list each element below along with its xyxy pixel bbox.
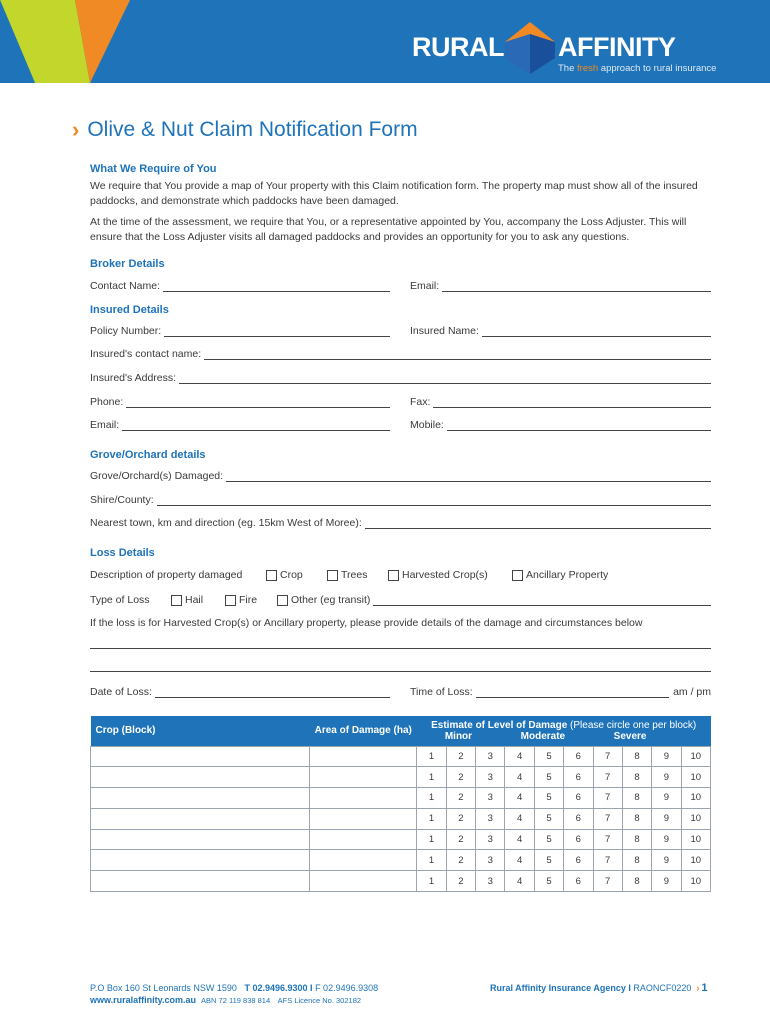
damage-scale-option[interactable]: 2 [446,871,475,892]
logo-mark-icon [505,22,555,74]
requirements-paragraph-2: At the time of the assessment, we require that You, or a representative appointed by You, accompany the Loss Adjuster. This will ensure that the Loss Adjuster visits all damaged paddocks and provides an opportunity for you to ask any questions. [90,216,687,243]
crop-block-cell[interactable] [91,850,310,871]
damage-scale-option[interactable]: 7 [593,850,622,871]
field-label: Date of Loss: [90,686,152,698]
crop-block-cell[interactable] [91,746,310,767]
damage-scale-option[interactable]: 1 [417,829,446,850]
logo-word-affinity: AFFINITY [558,32,676,62]
footer-contact [90,982,378,1007]
damage-scale-option[interactable]: 6 [564,746,593,767]
footer-line-2 [90,994,378,1007]
crop-block-cell[interactable] [91,829,310,850]
checkbox-hail[interactable] [171,594,203,606]
damage-scale-option[interactable]: 1 [417,808,446,829]
fill-line[interactable] [164,327,390,337]
fill-line[interactable] [157,496,711,506]
damage-scale-option[interactable]: 1 [417,850,446,871]
insured-address-field[interactable] [90,372,711,384]
date-of-loss-field[interactable] [90,686,390,698]
crop-block-cell[interactable] [91,808,310,829]
damage-scale-option[interactable]: 7 [593,767,622,788]
level-minor: Minor [444,730,473,742]
checkbox-label: Trees [341,569,368,581]
section-heading-grove: Grove/Orchard details [90,449,206,461]
table-row [91,788,711,809]
area-damage-cell[interactable] [309,746,417,767]
col-header-crop: Crop (Block) [91,716,310,746]
footer-separator: I [310,983,313,993]
damage-scale-option[interactable]: 2 [446,829,475,850]
table-row [91,871,711,892]
fill-line[interactable] [179,374,711,384]
fill-line[interactable] [126,398,390,408]
damage-scale-option[interactable]: 3 [476,788,505,809]
damage-scale-option[interactable]: 1 [417,746,446,767]
damage-scale-option[interactable]: 5 [534,788,563,809]
estimate-title-line [421,720,707,731]
damage-scale-option[interactable]: 2 [446,788,475,809]
requirements-paragraph-1: We require that You provide a map of Your property with this Claim notification form. The property map must show all of the insured paddocks, and demonstrate which paddocks have been damaged. [90,180,698,207]
damage-scale-option[interactable]: 3 [476,850,505,871]
damage-scale-option[interactable]: 7 [593,871,622,892]
level-severe: Severe [613,730,647,742]
table-row [91,829,711,850]
damage-scale-option[interactable]: 6 [564,850,593,871]
checkbox-box[interactable] [225,595,236,606]
checkbox-label: Harvested Crop(s) [402,569,488,581]
field-label: Nearest town, km and direction (eg. 15km West of Moree): [90,517,362,529]
grove-damaged-field[interactable] [90,470,711,482]
damage-scale-option[interactable]: 3 [476,829,505,850]
page-number: 1 [701,982,708,994]
damage-scale-option[interactable]: 4 [505,767,534,788]
details-line-2[interactable] [90,671,711,672]
crop-block-cell[interactable] [91,871,310,892]
footer-afs: AFS Licence No. 302182 [277,996,362,1005]
damage-scale-option[interactable]: 5 [534,808,563,829]
damage-scale-option[interactable]: 4 [505,850,534,871]
crop-block-cell[interactable] [91,788,310,809]
damage-scale-option[interactable]: 2 [446,850,475,871]
damage-scale-option[interactable]: 5 [534,767,563,788]
fill-line[interactable] [163,282,390,292]
damage-scale-option[interactable]: 3 [476,767,505,788]
damage-scale-option[interactable]: 7 [593,808,622,829]
area-damage-cell[interactable] [309,871,417,892]
estimate-note: (Please circle one per block) [570,719,697,731]
logo-word-rural: RURAL [412,32,504,62]
damage-scale-option[interactable]: 7 [593,829,622,850]
footer-form-code: RAONCF0220 [633,983,692,993]
checkbox-label: Hail [185,594,204,606]
damage-scale-option[interactable]: 8 [622,829,651,850]
col-header-estimate [417,716,711,746]
damage-scale-option[interactable]: 10 [681,788,710,809]
damage-scale-option[interactable]: 6 [564,788,593,809]
area-damage-cell[interactable] [309,788,417,809]
damage-scale-option[interactable]: 7 [593,746,622,767]
field-label: Phone: [90,396,124,408]
damage-scale-option[interactable]: 1 [417,788,446,809]
damage-scale-option[interactable]: 5 [534,829,563,850]
estimate-title: Estimate of Level of Damage [431,719,568,731]
damage-scale-option[interactable]: 1 [417,767,446,788]
chevron-right-icon: › [696,983,700,993]
checkbox-other[interactable] [277,594,711,606]
damage-scale-option[interactable]: 8 [622,788,651,809]
field-label: Grove/Orchard(s) Damaged: [90,470,224,482]
tagline-part: The [558,63,578,74]
chevron-right-icon: › [72,117,80,142]
tagline-part: approach to rural insurance [598,63,717,74]
table-row [91,850,711,871]
insured-name-field[interactable] [410,325,711,337]
field-label: Insured's Address: [90,372,177,384]
damage-scale-option[interactable]: 9 [652,871,681,892]
damage-scale-option[interactable]: 5 [534,850,563,871]
fill-line[interactable] [155,688,390,698]
checkbox-harvested-crops[interactable] [388,569,488,581]
checkbox-label: Ancillary Property [526,569,609,581]
field-label: Email: [90,419,120,431]
fill-line[interactable] [204,350,711,360]
damage-scale-option[interactable]: 9 [652,850,681,871]
damage-scale-option[interactable]: 2 [446,767,475,788]
table-row [91,808,711,829]
damage-estimate-table [90,716,711,892]
section-heading-loss: Loss Details [90,547,155,559]
damage-scale-option[interactable]: 2 [446,808,475,829]
field-label: Email: [410,280,440,292]
field-label: Fax: [410,396,431,408]
footer-abn: ABN 72 119 838 814 [201,996,271,1005]
checkbox-label: Fire [239,594,258,606]
header-banner [0,0,770,83]
table-row [91,746,711,767]
damage-scale-option[interactable]: 8 [622,850,651,871]
field-label: Shire/County: [90,494,154,506]
broker-contact-field[interactable] [90,280,390,292]
fill-line[interactable] [365,519,711,529]
checkbox-label: Crop [280,569,303,581]
section-heading-broker: Broker Details [90,258,165,270]
field-label: Insured's contact name: [90,348,202,360]
damage-scale-option[interactable]: 9 [652,788,681,809]
footer-line-1 [90,982,378,994]
fill-line[interactable] [442,282,711,292]
damage-scale-option[interactable]: 2 [446,746,475,767]
logo-tagline [558,63,716,74]
damage-scale-option[interactable]: 5 [534,746,563,767]
area-damage-cell[interactable] [309,767,417,788]
damage-scale-option[interactable]: 7 [593,788,622,809]
damage-scale-option[interactable]: 10 [681,850,710,871]
area-damage-cell[interactable] [309,829,417,850]
type-of-loss-row [90,594,711,606]
damage-scale-option[interactable]: 3 [476,746,505,767]
damage-scale-option[interactable]: 4 [505,746,534,767]
fill-line[interactable] [482,327,711,337]
damage-scale-option[interactable]: 10 [681,829,710,850]
damage-scale-option[interactable]: 10 [681,808,710,829]
footer-website-link[interactable]: www.ruralaffinity.com.au [90,995,197,1005]
field-label: Mobile: [410,419,444,431]
col-header-area: Area of Damage (ha) [309,716,417,746]
fill-line[interactable] [226,472,711,482]
damage-scale-option[interactable]: 8 [622,746,651,767]
checkbox-box[interactable] [512,570,523,581]
broker-email-field[interactable] [410,280,711,292]
area-damage-cell[interactable] [309,808,417,829]
checkbox-box[interactable] [277,595,288,606]
nearest-town-field[interactable] [90,517,711,529]
mobile-field[interactable] [410,419,711,431]
table-header-row [91,716,711,746]
severity-labels [421,731,707,742]
checkbox-label: Other (eg transit) [291,594,371,606]
field-label: Contact Name: [90,280,161,292]
table-row [91,767,711,788]
damage-scale-option[interactable]: 6 [564,829,593,850]
checkbox-trees[interactable] [327,569,367,581]
damage-scale-option[interactable]: 6 [564,808,593,829]
checkbox-box[interactable] [327,570,338,581]
policy-number-field[interactable] [90,325,390,337]
field-label: Time of Loss: [410,686,473,698]
footer-agency [490,982,708,994]
time-of-loss-field[interactable] [410,686,711,698]
footer-agency-name: Rural Affinity Insurance Agency [490,983,626,993]
damage-scale-option[interactable]: 9 [652,767,681,788]
damage-scale-option[interactable]: 10 [681,746,710,767]
damage-scale-option[interactable]: 9 [652,829,681,850]
checkbox-crop[interactable] [266,569,303,581]
form-title-row [72,118,418,142]
page-title: Olive & Nut Claim Notification Form [87,118,418,141]
level-moderate: Moderate [520,730,566,742]
damage-scale-option[interactable]: 5 [534,871,563,892]
footer-fax: F 02.9496.9308 [315,983,379,993]
fill-line[interactable] [122,421,390,431]
insured-email-field[interactable] [90,419,390,431]
fill-line[interactable] [373,596,711,606]
damage-scale-option[interactable]: 3 [476,808,505,829]
footer-phone: T 02.9496.9300 [244,983,308,993]
fill-line[interactable] [447,421,711,431]
property-damaged-row [90,569,609,581]
table-body [91,746,711,892]
damage-scale-option[interactable]: 4 [505,871,534,892]
checkbox-box[interactable] [388,570,399,581]
damage-scale-option[interactable]: 8 [622,767,651,788]
damage-scale-option[interactable]: 4 [505,808,534,829]
footer-address: P.O Box 160 St Leonards NSW 1590 [90,983,237,993]
section-heading-requirements: What We Require of You [90,163,217,175]
damage-scale-option[interactable]: 4 [505,829,534,850]
damage-scale-option[interactable]: 8 [622,808,651,829]
details-line-1[interactable] [90,648,711,649]
field-label: Insured Name: [410,325,479,337]
damage-scale-option[interactable]: 9 [652,808,681,829]
damage-scale-option[interactable]: 10 [681,871,710,892]
checkbox-ancillary-property[interactable] [512,569,608,581]
fill-line[interactable] [433,398,711,408]
insured-contact-field[interactable] [90,348,711,360]
checkbox-fire[interactable] [225,594,257,606]
fill-line[interactable] [476,688,669,698]
damage-scale-option[interactable]: 3 [476,871,505,892]
footer-agency-separator: I [625,983,634,993]
harvested-note: If the loss is for Harvested Crop(s) or Ancillary property, please provide details of the damage and circumstances below [90,617,643,629]
damage-scale-option[interactable]: 9 [652,746,681,767]
damage-scale-option[interactable]: 8 [622,871,651,892]
tagline-fresh: fresh [577,63,599,74]
phone-field[interactable] [90,396,390,408]
checkbox-box[interactable] [266,570,277,581]
field-label: Type of Loss [90,594,150,606]
fax-field[interactable] [410,396,711,408]
damage-scale-option[interactable]: 10 [681,767,710,788]
rural-affinity-logo [410,22,730,77]
damage-scale-option[interactable]: 4 [505,788,534,809]
crop-block-cell[interactable] [91,767,310,788]
area-damage-cell[interactable] [309,850,417,871]
checkbox-box[interactable] [171,595,182,606]
shire-county-field[interactable] [90,494,711,506]
section-heading-insured: Insured Details [90,304,169,316]
damage-scale-option[interactable]: 1 [417,871,446,892]
field-label: Description of property damaged [90,569,243,581]
damage-scale-option[interactable]: 6 [564,767,593,788]
field-label: Policy Number: [90,325,162,337]
damage-scale-option[interactable]: 6 [564,871,593,892]
ampm-label: am / pm [673,686,711,698]
